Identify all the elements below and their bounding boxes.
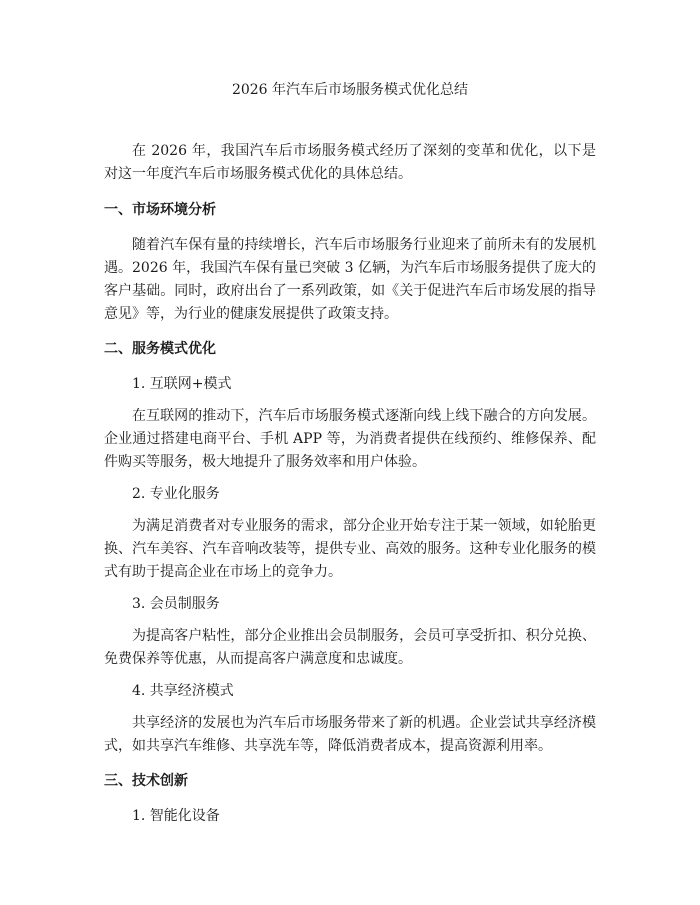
section-heading-market: 一、市场环境分析 — [104, 202, 216, 218]
paragraph-internet-plus: 在互联网的推动下，汽车后市场服务模式逐渐向线上线下融合的方向发展。企业通过搭建电商平台、手机 APP 等，为消费者提供在线预约、维修保养、配件购买等服务，极大地提升了服务效率和用户体验。 — [104, 408, 596, 470]
section-paragraph-market: 随着汽车保有量的持续增长，汽车后市场服务行业迎来了前所未有的发展机遇。2026 年，我国汽车保有量已突破 3 亿辆，为汽车后市场服务提供了庞大的客户基础。同时，政府出台了一系列政策，如《关于促进汽车后市场发展的指导意见》等，为行业的健康发展提供了政策支持。 — [104, 237, 596, 322]
subheading-internet-plus: 1. 互联网+模式 — [132, 376, 232, 392]
document-body — [104, 140, 596, 837]
section-heading-service-model: 二、服务模式优化 — [104, 341, 216, 357]
document-title: 2026 年汽车后市场服务模式优化总结 — [231, 82, 469, 98]
intro-paragraph: 在 2026 年，我国汽车后市场服务模式经历了深刻的变革和优化，以下是对这一年度汽车后市场服务模式优化的具体总结。 — [104, 143, 596, 182]
paragraph-membership-service: 为提高客户粘性，部分企业推出会员制服务，会员可享受折扣、积分兑换、免费保养等优惠，从而提高客户满意度和忠诚度。 — [104, 628, 596, 667]
paragraph-sharing-economy: 共享经济的发展也为汽车后市场服务带来了新的机遇。企业尝试共享经济模式，如共享汽车维修、共享洗车等，降低消费者成本，提高资源利用率。 — [104, 715, 596, 754]
subheading-membership-service: 3. 会员制服务 — [132, 596, 220, 612]
section-heading-tech-innovation: 三、技术创新 — [104, 773, 188, 789]
subheading-smart-devices: 1. 智能化设备 — [132, 808, 220, 824]
subheading-sharing-economy: 4. 共享经济模式 — [132, 683, 234, 699]
subheading-specialized-service: 2. 专业化服务 — [132, 486, 220, 502]
paragraph-specialized-service: 为满足消费者对专业服务的需求，部分企业开始专注于某一领域，如轮胎更换、汽车美容、汽车音响改装等，提供专业、高效的服务。这种专业化服务的模式有助于提高企业在市场上的竞争力。 — [104, 518, 596, 580]
